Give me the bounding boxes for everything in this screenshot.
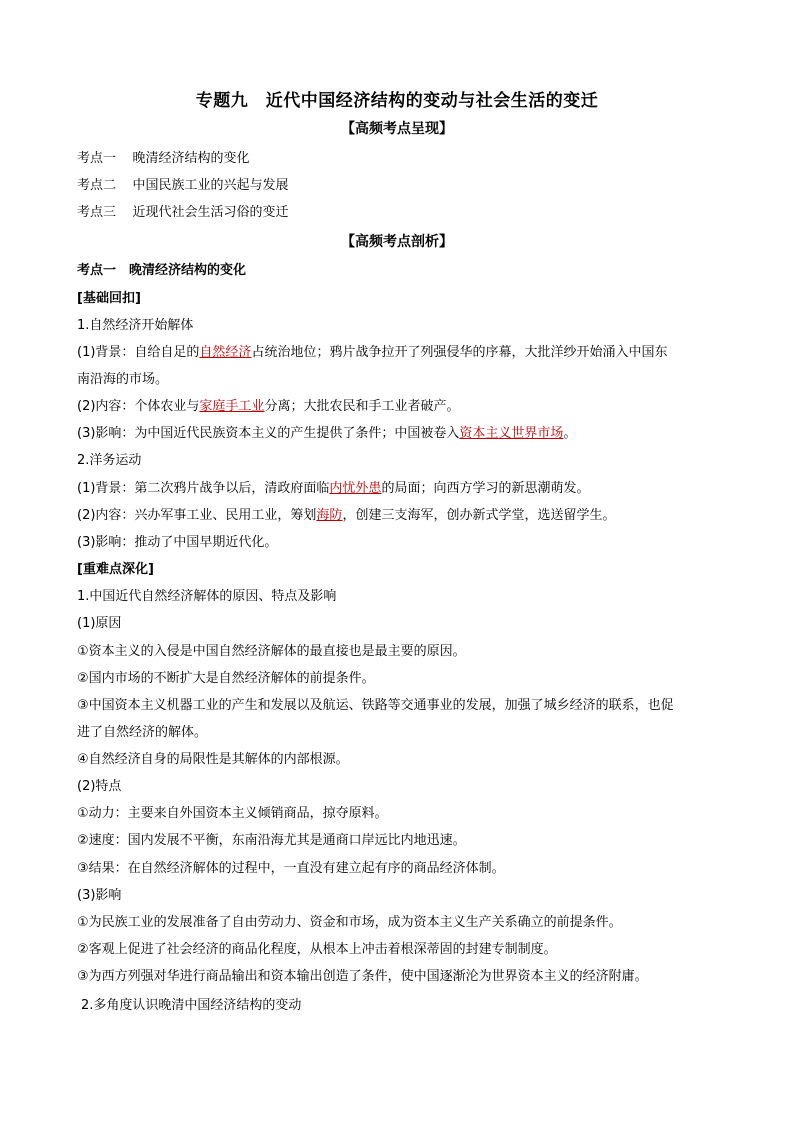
term-coastal-defense: 海防 [316, 508, 343, 523]
effect-3: ③为西方列强对华进行商品输出和资本输出创造了条件，使中国逐渐沦为世界资本主义的经济附庸。 [77, 969, 648, 984]
deep-1-cause: (1)原因 [77, 616, 122, 631]
para-1: 1.自然经济开始解体 [77, 318, 194, 333]
term-internal-external-troubles: 内忧外患 [329, 481, 382, 496]
deep-1-effects: (3)影响 [77, 888, 122, 903]
para-1-2: (2)内容：个体农业与家庭手工业分离；大批农民和手工业者破产。 [77, 399, 460, 414]
toc-item-1: 考点一 晚清经济结构的变化 [77, 151, 250, 166]
cause-3-cont: 进了自然经济的解体。 [77, 725, 208, 740]
cause-1: ①资本主义的入侵是中国自然经济解体的最直接也是最主要的原因。 [77, 644, 466, 659]
para-1-1-cont: 南沿海的市场。 [77, 372, 169, 387]
feature-2: ②速度：国内发展不平衡，东南沿海尤其是通商口岸远比内地迅速。 [77, 833, 466, 848]
basic-review-label: [基础回扣] [77, 291, 141, 306]
cause-2: ②国内市场的不断扩大是自然经济解体的前提条件。 [77, 671, 375, 686]
term-natural-economy: 自然经济 [199, 345, 252, 360]
para-2-1: (1)背景：第二次鸦片战争以后，清政府面临内忧外患的局面；向西方学习的新思潮萌发。 [77, 481, 590, 496]
feature-1: ①动力：主要来自外国资本主义倾销商品，掠夺原料。 [77, 806, 388, 821]
deep-1: 1.中国近代自然经济解体的原因、特点及影响 [77, 589, 337, 604]
section-header-overview: 【高频考点呈现】 [341, 121, 453, 137]
page-title: 专题九 近代中国经济结构的变动与社会生活的变迁 [195, 91, 599, 111]
term-world-market: 资本主义世界市场 [459, 426, 564, 441]
para-1-1: (1)背景：自给自足的自然经济占统治地位；鸦片战争拉开了列强侵华的序幕，大批洋纱开始涌入中国东 [77, 345, 668, 360]
para-2: 2.洋务运动 [77, 453, 142, 468]
feature-3: ③结果：在自然经济解体的过程中，一直没有建立起有序的商品经济体制。 [77, 861, 505, 876]
section-header-analysis: 【高频考点剖析】 [341, 234, 453, 250]
effect-2: ②客观上促进了社会经济的商品化程度，从根本上冲击着根深蒂固的封建专制制度。 [77, 942, 557, 957]
kp1-heading: 考点一 晚清经济结构的变化 [77, 263, 247, 278]
term-family-handicraft: 家庭手工业 [199, 399, 265, 414]
key-points-label: [重难点深化] [77, 562, 154, 577]
para-2-3: (3)影响：推动了中国早期近代化。 [77, 535, 278, 550]
para-1-3: (3)影响：为中国近代民族资本主义的产生提供了条件；中国被卷入资本主义世界市场。 [77, 426, 577, 441]
cause-4: ④自然经济自身的局限性是其解体的内部根源。 [77, 752, 349, 767]
toc-item-3: 考点三 近现代社会生活习俗的变迁 [77, 205, 289, 220]
cause-3: ③中国资本主义机器工业的产生和发展以及航运、铁路等交通事业的发展，加强了城乡经济的联系，也促 [77, 698, 674, 713]
deep-1-features: (2)特点 [77, 779, 122, 794]
toc-item-2: 考点二 中国民族工业的兴起与发展 [77, 178, 289, 193]
para-2-2: (2)内容：兴办军事工业、民用工业，筹划海防，创建三支海军，创办新式学堂，选送留学生。 [77, 508, 616, 523]
deep-2: 2.多角度认识晚清中国经济结构的变动 [81, 998, 302, 1013]
effect-1: ①为民族工业的发展准备了自由劳动力、资金和市场，成为资本主义生产关系确立的前提条件。 [77, 915, 622, 930]
